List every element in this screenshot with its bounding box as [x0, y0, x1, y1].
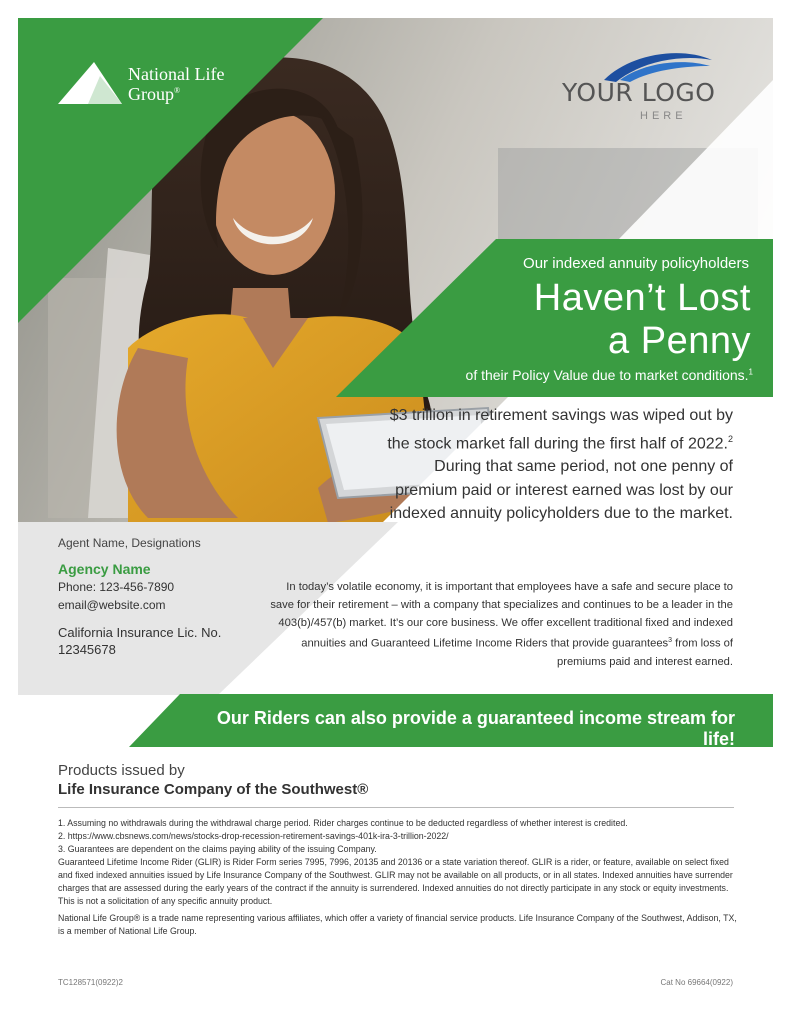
brand-name-line2: Group® — [128, 84, 181, 104]
partner-logo-subtext: HERE — [640, 110, 687, 122]
footnote-2: 2. https://www.cbsnews.com/news/stocks-drop-recession-retirement-savings-401k-ira-3-trillion-2022/ — [58, 831, 449, 841]
headline-pre: Our indexed annuity policyholders — [523, 255, 749, 272]
agent-name: Agent Name, Designations — [58, 536, 201, 550]
form-code: TC128571(0922)2 — [58, 978, 123, 987]
partner-logo — [560, 50, 720, 120]
stat-paragraph: $3 trillion in retirement savings was wiped out by the stock market fall during the first half of 2022.$^2$ During that same period, not one penny of premium paid or interest earned was lost by our indexed annuity policyholders due to the market. — [387, 407, 733, 523]
agent-info — [58, 536, 278, 657]
catalog-number: Cat No 69664(0922) — [660, 978, 733, 987]
agent-phone: Phone: 123-456-7890 — [58, 580, 175, 594]
partner-logo-text: YOUR LOGO — [562, 78, 716, 107]
banner-text: Our Riders can also provide a guaranteed income stream for life! — [216, 708, 735, 749]
body-paragraph: In today’s volatile economy, it is important that employees have a safe and secure place to save for their retirement – with a company that specializes and continues to be a leader in the 403(b)/457(b) market. It’s our core business. We offer excellent traditional fixed and indexed annuities and Guaranteed Lifetime Income Riders that provide guarantees$^3$ from loss of premiums paid and interest earned. — [270, 581, 733, 668]
footnote-1: 1. Assuming no withdrawals during the withdrawal charge period. Rider charges continue to be deducted regardless of whether interest is credited. — [58, 818, 628, 828]
footnote-glir: Guaranteed Lifetime Income Rider (GLIR) is Rider Form series 7995, 7996, 20135 and 20136 or a state variation thereof. GLIR is a rider, or feature, available on select fixed and fixed indexed annuities issued by Life Insurance Company of the Southwest. GLIR may not be available on all products, or in all states. Indexed annuities have surrender charges that are assessed during the early years of the contract if the annuity is surrendered. Indexed annuities do not directly participate in any stock or equity investments. This is not a solicitation of any specific annuity product. — [58, 857, 733, 906]
trade-note: National Life Group® is a trade name representing various affiliates, which offer a variety of financial service products. Life Insurance Company of the Southwest, Addison, TX, is a member of National Life Group. — [58, 913, 737, 936]
agent-email: email@website.com — [58, 598, 166, 612]
divider — [58, 807, 734, 808]
issuer-company: Life Insurance Company of the Southwest® — [58, 781, 369, 798]
mountain-icon — [58, 62, 122, 106]
license-label: California Insurance Lic. No. — [58, 625, 222, 640]
agency-name: Agency Name — [58, 561, 151, 577]
brand-name-line1: National Life — [128, 64, 225, 84]
headline-post: of their Policy Value due to market conditions.$^1$ — [465, 367, 753, 383]
headline-line2: a Penny — [608, 320, 751, 362]
license-number: 12345678 — [58, 642, 116, 657]
footnote-3: 3. Guarantees are dependent on the claims paying ability of the issuing Company. — [58, 844, 377, 854]
footnotes — [58, 817, 738, 938]
headline-line1: Haven’t Lost — [533, 277, 751, 319]
issued-by-label: Products issued by — [58, 762, 185, 779]
national-life-logo — [58, 60, 258, 120]
